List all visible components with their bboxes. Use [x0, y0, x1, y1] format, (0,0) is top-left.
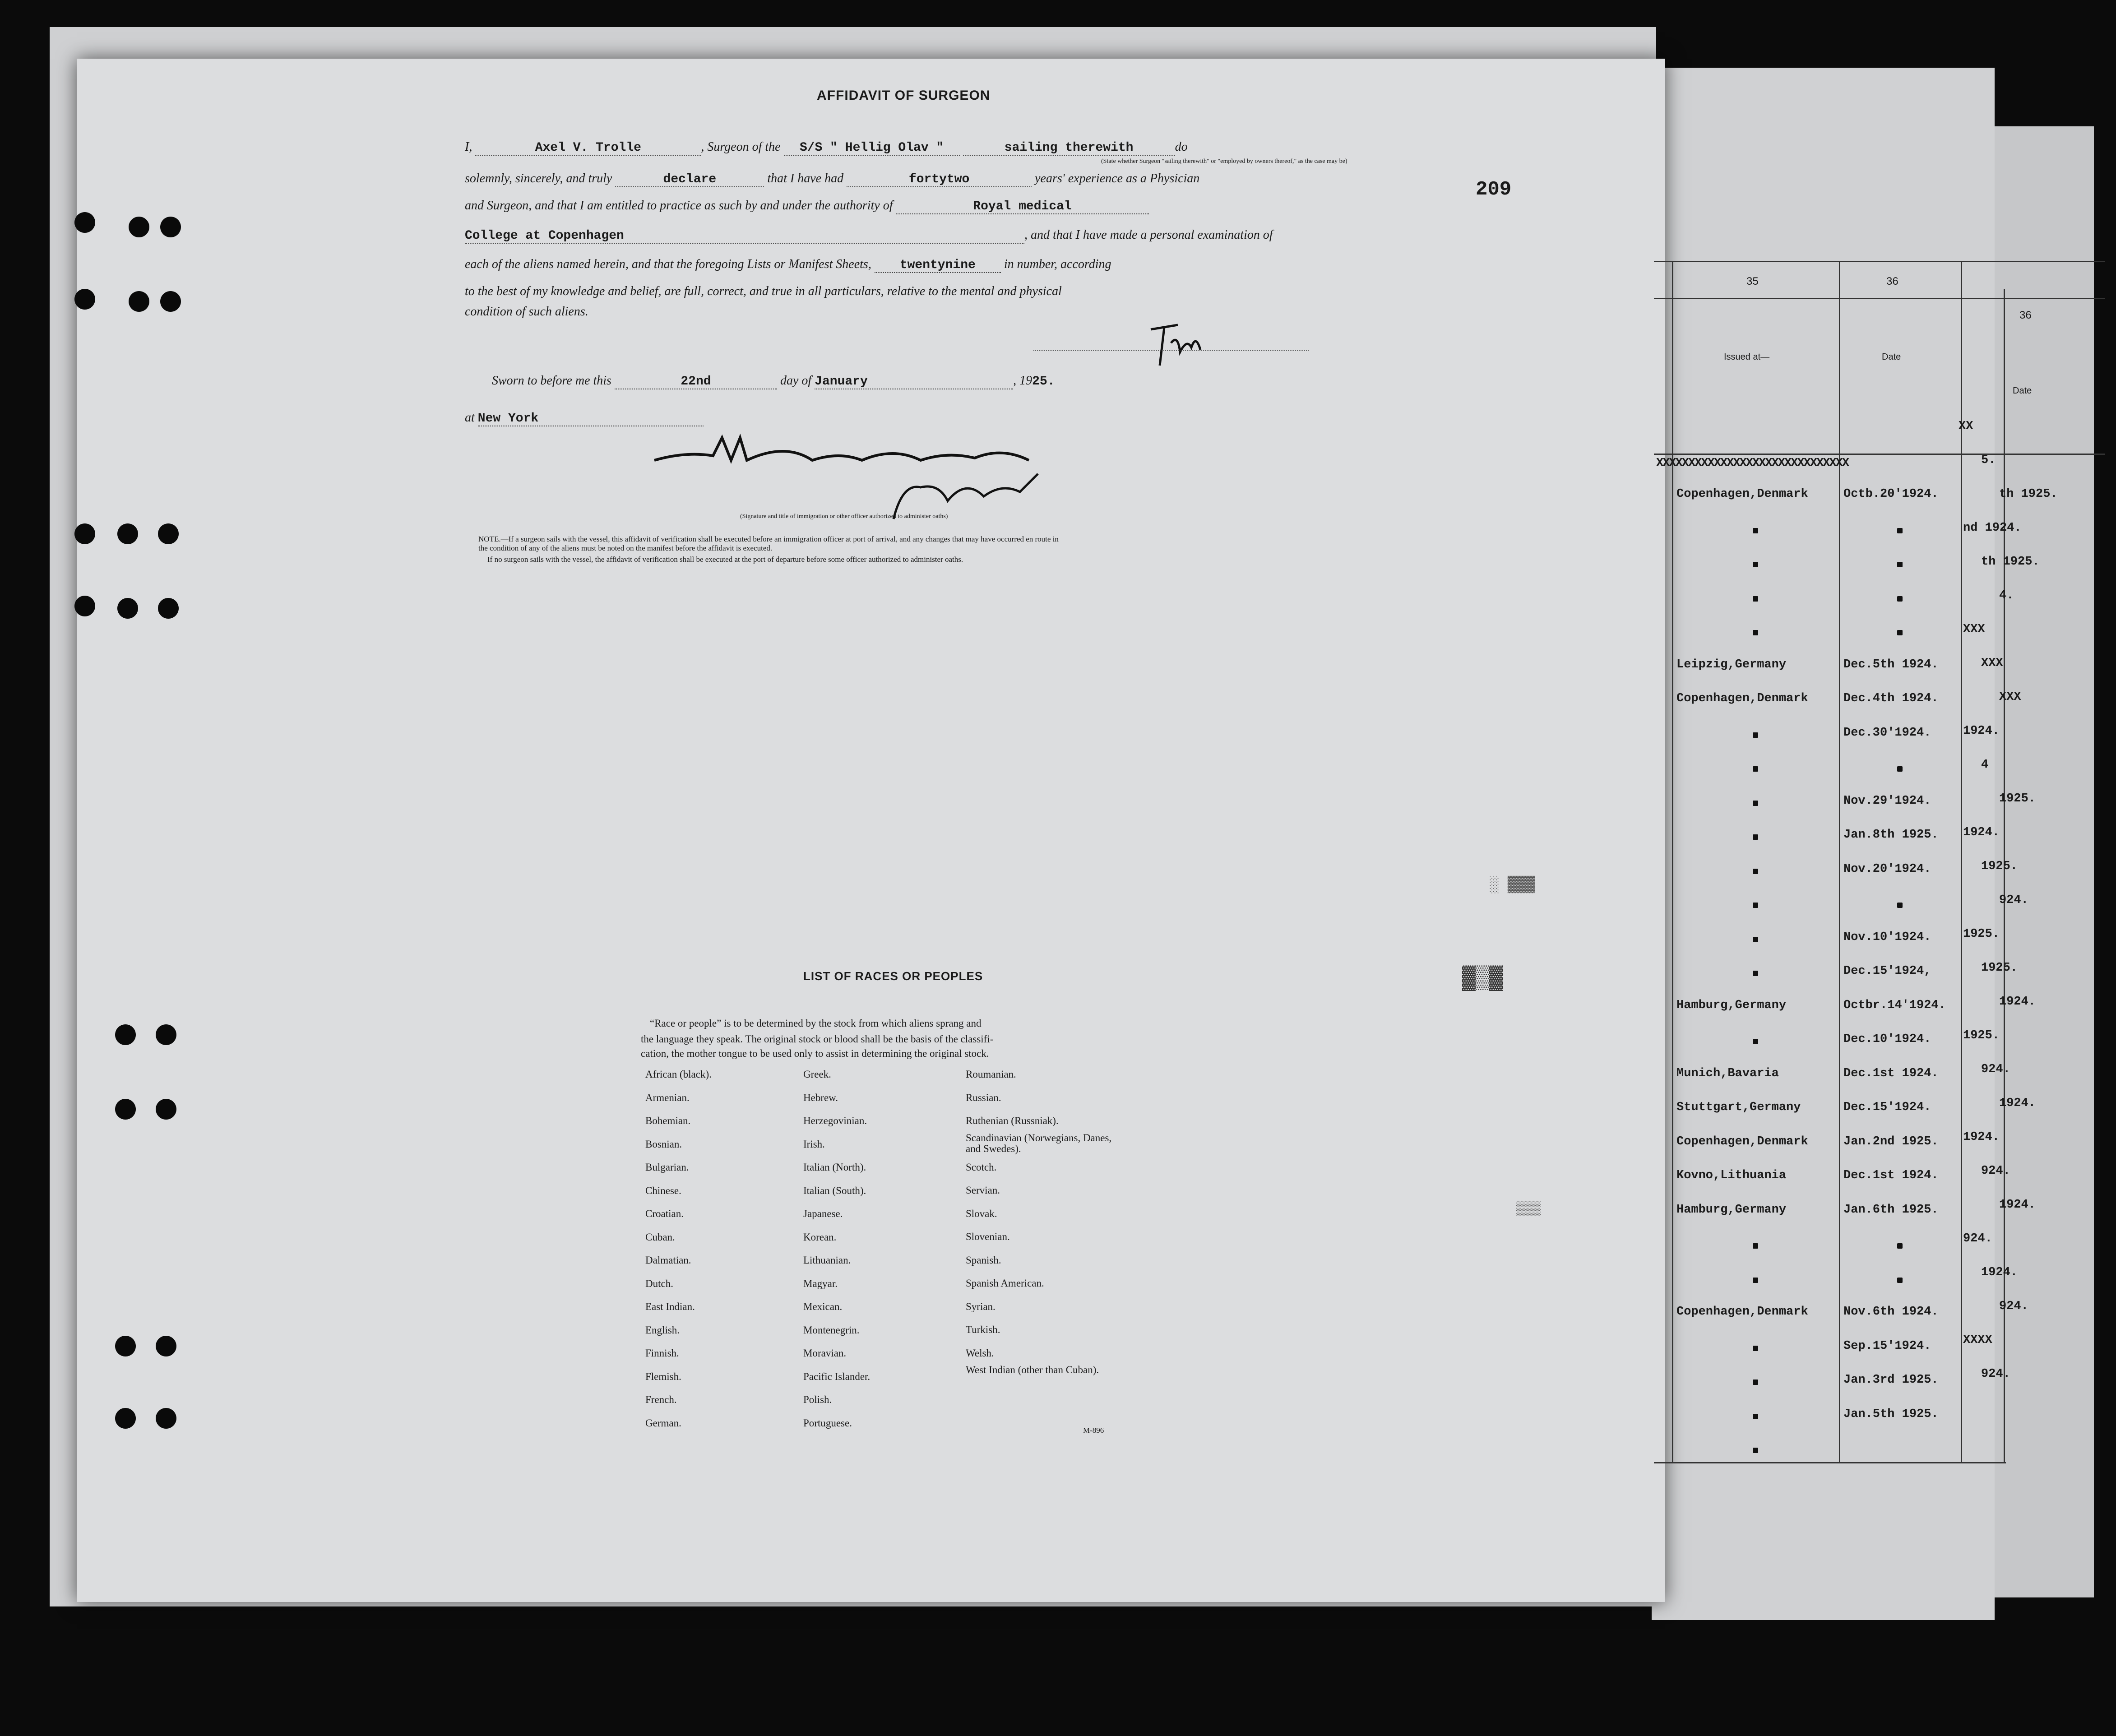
text-do: do	[1175, 140, 1188, 154]
race-item: West Indian (other than Cuban).	[966, 1364, 1099, 1375]
declare-word: declare	[615, 172, 764, 187]
ship-name: S/S " Hellig Olav "	[784, 141, 960, 156]
issued-at-cell: Hamburg,Germany	[1676, 1203, 1787, 1217]
text-i: I,	[465, 140, 472, 154]
far-fragment: 924.	[1981, 1164, 2010, 1178]
text-year-prefix: , 19	[1013, 374, 1033, 388]
date-cell: Jan.5th 1925.	[1843, 1407, 1939, 1421]
ditto-mark	[1753, 562, 1758, 567]
authority-1: Royal medical	[896, 199, 1149, 214]
races-intro-3: cation, the mother tongue to be used only to assist in determining the original stock.	[641, 1048, 989, 1059]
far-fragment: 1924.	[1963, 724, 2000, 738]
stamp-mark-3: ▒▒▒	[1516, 1200, 1541, 1216]
date-cell: Nov.10'1924.	[1843, 930, 1931, 944]
far-fragment: th 1925.	[1981, 555, 2040, 569]
note-line-2: the condition of any of the aliens must be noted on the manifest before the affidavit is executed.	[478, 544, 773, 552]
stamp-mark-1: ▓▓▓ ░	[1489, 875, 1536, 893]
sworn-place: New York	[478, 412, 704, 426]
far-fragment: 5.	[1981, 454, 1996, 467]
affidavit-line-7: condition of such aliens.	[465, 305, 588, 319]
sailing-note: (State whether Surgeon "sailing therewith" or "employed by owners thereof," as the case may be)	[1101, 158, 1347, 165]
authority-2: College at Copenhagen	[465, 229, 1024, 244]
note-line-3: If no surgeon sails with the vessel, the affidavit of verification shall be executed at the port of departure before some officer authorized to administer oaths.	[487, 555, 963, 564]
race-item: Polish.	[803, 1394, 832, 1405]
issued-at-cell: Copenhagen,Denmark	[1676, 692, 1808, 705]
sworn-month: January	[815, 375, 1013, 389]
text-manifest: each of the aliens named herein, and that the foregoing Lists or Manifest Sheets,	[465, 257, 871, 271]
race-item: French.	[645, 1394, 677, 1405]
far-fragment: 924.	[1999, 1300, 2028, 1313]
far-fragment: 4.	[1999, 589, 2014, 602]
race-item: Spanish American.	[966, 1278, 1044, 1289]
race-item: Slovak.	[966, 1208, 997, 1219]
affidavit-line-3	[465, 199, 1149, 214]
race-item: Turkish.	[966, 1324, 1000, 1335]
races-column-2	[803, 1063, 870, 1435]
sworn-line	[492, 374, 1055, 389]
far-fragment: 1925.	[1981, 860, 2018, 873]
officer-signature	[650, 433, 1074, 537]
far-fragment: 1925.	[1999, 792, 2036, 806]
date-cell: Dec.10'1924.	[1843, 1032, 1931, 1046]
date-cell: Nov.20'1924.	[1843, 862, 1931, 876]
race-item: Cuban.	[645, 1231, 675, 1243]
races-column-3	[966, 1063, 1115, 1377]
date-cell: Jan.2nd 1925.	[1843, 1134, 1939, 1148]
date-cell: Jan.8th 1925.	[1843, 828, 1939, 842]
date-cell: Nov.29'1924.	[1843, 794, 1931, 808]
affidavit-line-4	[465, 228, 1273, 244]
date-cell: Dec.4th 1924.	[1843, 692, 1939, 705]
ditto-mark	[1753, 1278, 1758, 1283]
race-item: Magyar.	[803, 1278, 838, 1289]
date-cell: Jan.3rd 1925.	[1843, 1373, 1939, 1387]
issued-at-cell: Kovno,Lithuania	[1676, 1169, 1787, 1182]
races-column-1	[645, 1063, 712, 1435]
col-header-date-far: Date	[2013, 386, 2032, 396]
far-fragment: nd 1924.	[1963, 521, 2022, 535]
issued-at-cell: Copenhagen,Denmark	[1676, 487, 1808, 501]
ditto-mark	[1753, 1414, 1758, 1419]
ditto-mark	[1753, 971, 1758, 976]
col-header-date: Date	[1882, 352, 1901, 362]
years-experience: fortytwo	[847, 172, 1032, 187]
race-item: Ruthenian (Russniak).	[966, 1115, 1059, 1126]
race-item: Irish.	[803, 1138, 825, 1150]
date-cell: Dec.1st 1924.	[1843, 1066, 1939, 1080]
text-solemnly: solemnly, sincerely, and truly	[465, 171, 612, 185]
race-item: Roumanian.	[966, 1069, 1016, 1080]
race-item: Flemish.	[645, 1370, 681, 1382]
race-item: Herzegovinian.	[803, 1115, 867, 1126]
affidavit-line-5	[465, 257, 1111, 273]
ditto-mark	[1897, 630, 1903, 635]
ditto-mark	[1897, 562, 1903, 567]
text-examination: , and that I have made a personal examination of	[1024, 228, 1273, 242]
race-item: Slovenian.	[966, 1231, 1010, 1242]
col-number-36-far: 36	[2019, 309, 2032, 321]
ditto-mark	[1753, 1380, 1758, 1385]
text-according: in number, according	[1004, 257, 1111, 271]
race-item: Bohemian.	[645, 1115, 691, 1126]
page-number: 209	[1476, 178, 1512, 201]
ditto-mark	[1753, 596, 1758, 602]
race-item: Montenegrin.	[803, 1324, 860, 1336]
race-item: Korean.	[803, 1231, 837, 1243]
race-item: Chinese.	[645, 1185, 681, 1196]
far-fragment: 1925.	[1981, 961, 2018, 975]
far-fragment: 1924.	[1999, 1198, 2036, 1212]
far-fragment: XX	[1959, 420, 1973, 433]
race-item: Dutch.	[645, 1278, 673, 1289]
ditto-mark	[1897, 766, 1903, 772]
far-fragment: 924.	[1981, 1063, 2010, 1076]
date-cell: Dec.1st 1924.	[1843, 1169, 1939, 1182]
race-item: Spanish.	[966, 1254, 1001, 1266]
col-number-35: 35	[1746, 275, 1759, 287]
date-cell: Dec.30'1924.	[1843, 726, 1931, 740]
date-cell: Sep.15'1924.	[1843, 1339, 1931, 1353]
race-item: Japanese.	[803, 1208, 843, 1219]
date-cell: Octb.20'1924.	[1843, 487, 1939, 501]
race-item: Bulgarian.	[645, 1162, 689, 1173]
issued-at-cell: Leipzig,Germany	[1676, 657, 1787, 671]
issued-at-cell: Copenhagen,Denmark	[1676, 1134, 1808, 1148]
far-fragment: 1924.	[1999, 1097, 2036, 1110]
ditto-mark	[1753, 1448, 1758, 1453]
race-item: Mexican.	[803, 1301, 843, 1312]
far-fragment: 924.	[1999, 893, 2028, 907]
issued-at-cell: Hamburg,Germany	[1676, 998, 1787, 1012]
ditto-mark	[1753, 903, 1758, 908]
affidavit-title: AFFIDAVIT OF SURGEON	[817, 88, 991, 103]
far-fragment: 1924.	[1981, 1266, 2018, 1279]
race-item: Lithuanian.	[803, 1255, 851, 1266]
ditto-mark	[1897, 903, 1903, 908]
date-cell: Octbr.14'1924.	[1843, 998, 1946, 1012]
text-sworn: Sworn to before me this	[492, 374, 611, 388]
ditto-mark	[1753, 528, 1758, 533]
text-day-of: day of	[780, 374, 812, 388]
ditto-mark	[1753, 630, 1758, 635]
race-item: Bosnian.	[645, 1138, 682, 1150]
race-item: East Indian.	[645, 1301, 695, 1312]
sworn-day: 22nd	[615, 375, 777, 389]
ditto-mark	[1753, 1243, 1758, 1249]
race-item: Russian.	[966, 1092, 1001, 1103]
struck-row: XXXXXXXXXXXXXXXXXXXXXXXXXXXXXX	[1656, 457, 1849, 470]
date-cell: Jan.6th 1925.	[1843, 1203, 1939, 1217]
ditto-mark	[1753, 869, 1758, 874]
date-cell: Dec.5th 1924.	[1843, 657, 1939, 671]
race-item: Syrian.	[966, 1301, 995, 1312]
far-fragment: 1924.	[1963, 1130, 2000, 1144]
text-have-had: that I have had	[767, 171, 844, 185]
ditto-mark	[1753, 937, 1758, 942]
sworn-year: 25.	[1032, 375, 1055, 389]
far-fragment: 924.	[1963, 1232, 1992, 1245]
race-item: English.	[645, 1324, 680, 1336]
form-code: M-896	[1083, 1426, 1104, 1435]
far-fragment: 1925.	[1963, 1029, 2000, 1042]
text-surgeon-of: , Surgeon of the	[701, 140, 781, 154]
signature-caption: (Signature and title of immigration or other officer authorized to administer oaths)	[740, 513, 948, 520]
race-item: Portuguese.	[803, 1417, 852, 1429]
race-item: Dalmatian.	[645, 1255, 691, 1266]
text-experience: years' experience as a Physician	[1035, 171, 1200, 185]
race-item: Moravian.	[803, 1347, 847, 1359]
race-item: Italian (North).	[803, 1162, 866, 1173]
race-item: German.	[645, 1417, 681, 1429]
ditto-mark	[1753, 834, 1758, 840]
races-intro-1: “Race or people” is to be determined by the stock from which aliens sprang and	[650, 1018, 982, 1029]
issued-at-cell: Munich,Bavaria	[1676, 1066, 1779, 1080]
surgeon-name: Axel V. Trolle	[475, 141, 701, 156]
ditto-mark	[1753, 732, 1758, 738]
far-fragment: XXX	[1981, 657, 2003, 670]
stamp-mark-2: ▓▒▓	[1462, 966, 1503, 991]
surgeon-signature-line	[1033, 350, 1309, 351]
race-item: Pacific Islander.	[803, 1370, 870, 1382]
race-item: Finnish.	[645, 1347, 679, 1359]
race-item: Scandinavian (Norwegians, Danes, and Swedes).	[966, 1132, 1112, 1154]
far-fragment: XXX	[1963, 623, 1985, 636]
sheet-count: twentynine	[875, 258, 1001, 273]
date-cell: Dec.15'1924.	[1843, 1101, 1931, 1114]
issued-at-cell: Copenhagen,Denmark	[1676, 1305, 1808, 1319]
text-authority: and Surgeon, and that I am entitled to practice as such by and under the authority of	[465, 199, 893, 213]
far-fragment: th 1925.	[1999, 487, 2058, 501]
ditto-mark	[1753, 801, 1758, 806]
ditto-mark	[1897, 596, 1903, 602]
text-at: at	[465, 411, 475, 425]
sailing-status: sailing therewith	[963, 141, 1175, 156]
far-fragment: 1924.	[1999, 995, 2036, 1009]
date-cell: Nov.6th 1924.	[1843, 1305, 1939, 1319]
ditto-mark	[1897, 1243, 1903, 1249]
background-page-right	[1652, 68, 1995, 1620]
issued-at-cell: Stuttgart,Germany	[1676, 1101, 1801, 1114]
ditto-mark	[1897, 1278, 1903, 1283]
far-fragment: 4	[1981, 758, 1989, 772]
race-item: Italian (South).	[803, 1185, 866, 1196]
race-item: Servian.	[966, 1185, 1000, 1196]
date-cell: Dec.15'1924,	[1843, 964, 1931, 978]
race-item: Armenian.	[645, 1092, 690, 1103]
surgeon-signature	[1146, 316, 1209, 375]
at-line	[465, 411, 704, 426]
affidavit-line-6: to the best of my knowledge and belief, are full, correct, and true in all particulars, relative to the mental and physical	[465, 284, 1062, 298]
race-item: Greek.	[803, 1069, 831, 1080]
races-title: LIST OF RACES OR PEOPLES	[803, 969, 983, 983]
col-number-36: 36	[1886, 275, 1898, 287]
race-item: Croatian.	[645, 1208, 684, 1219]
far-fragment: XXXX	[1963, 1333, 1992, 1347]
far-fragment: 1925.	[1963, 927, 2000, 941]
race-item: African (black).	[645, 1069, 712, 1080]
col-header-issued: Issued at—	[1724, 352, 1770, 362]
far-fragment: 1924.	[1963, 826, 2000, 839]
race-item: Scotch.	[966, 1161, 997, 1173]
far-fragment: XXX	[1999, 690, 2021, 704]
ditto-mark	[1753, 1039, 1758, 1044]
far-fragment: 924.	[1981, 1367, 2010, 1381]
affidavit-line-1	[465, 140, 1188, 156]
races-intro-2: the language they speak. The original stock or blood shall be the basis of the classifi-	[641, 1033, 994, 1045]
race-item: Hebrew.	[803, 1092, 838, 1103]
ditto-mark	[1897, 528, 1903, 533]
affidavit-line-2	[465, 171, 1199, 187]
note-line-1: NOTE.—If a surgeon sails with the vessel, this affidavit of verification shall be executed before an immigration officer at port of arrival, and any changes that may have occurred en route in	[478, 535, 1059, 543]
race-item: Welsh.	[966, 1347, 994, 1359]
ditto-mark	[1753, 1346, 1758, 1351]
ditto-mark	[1753, 766, 1758, 772]
